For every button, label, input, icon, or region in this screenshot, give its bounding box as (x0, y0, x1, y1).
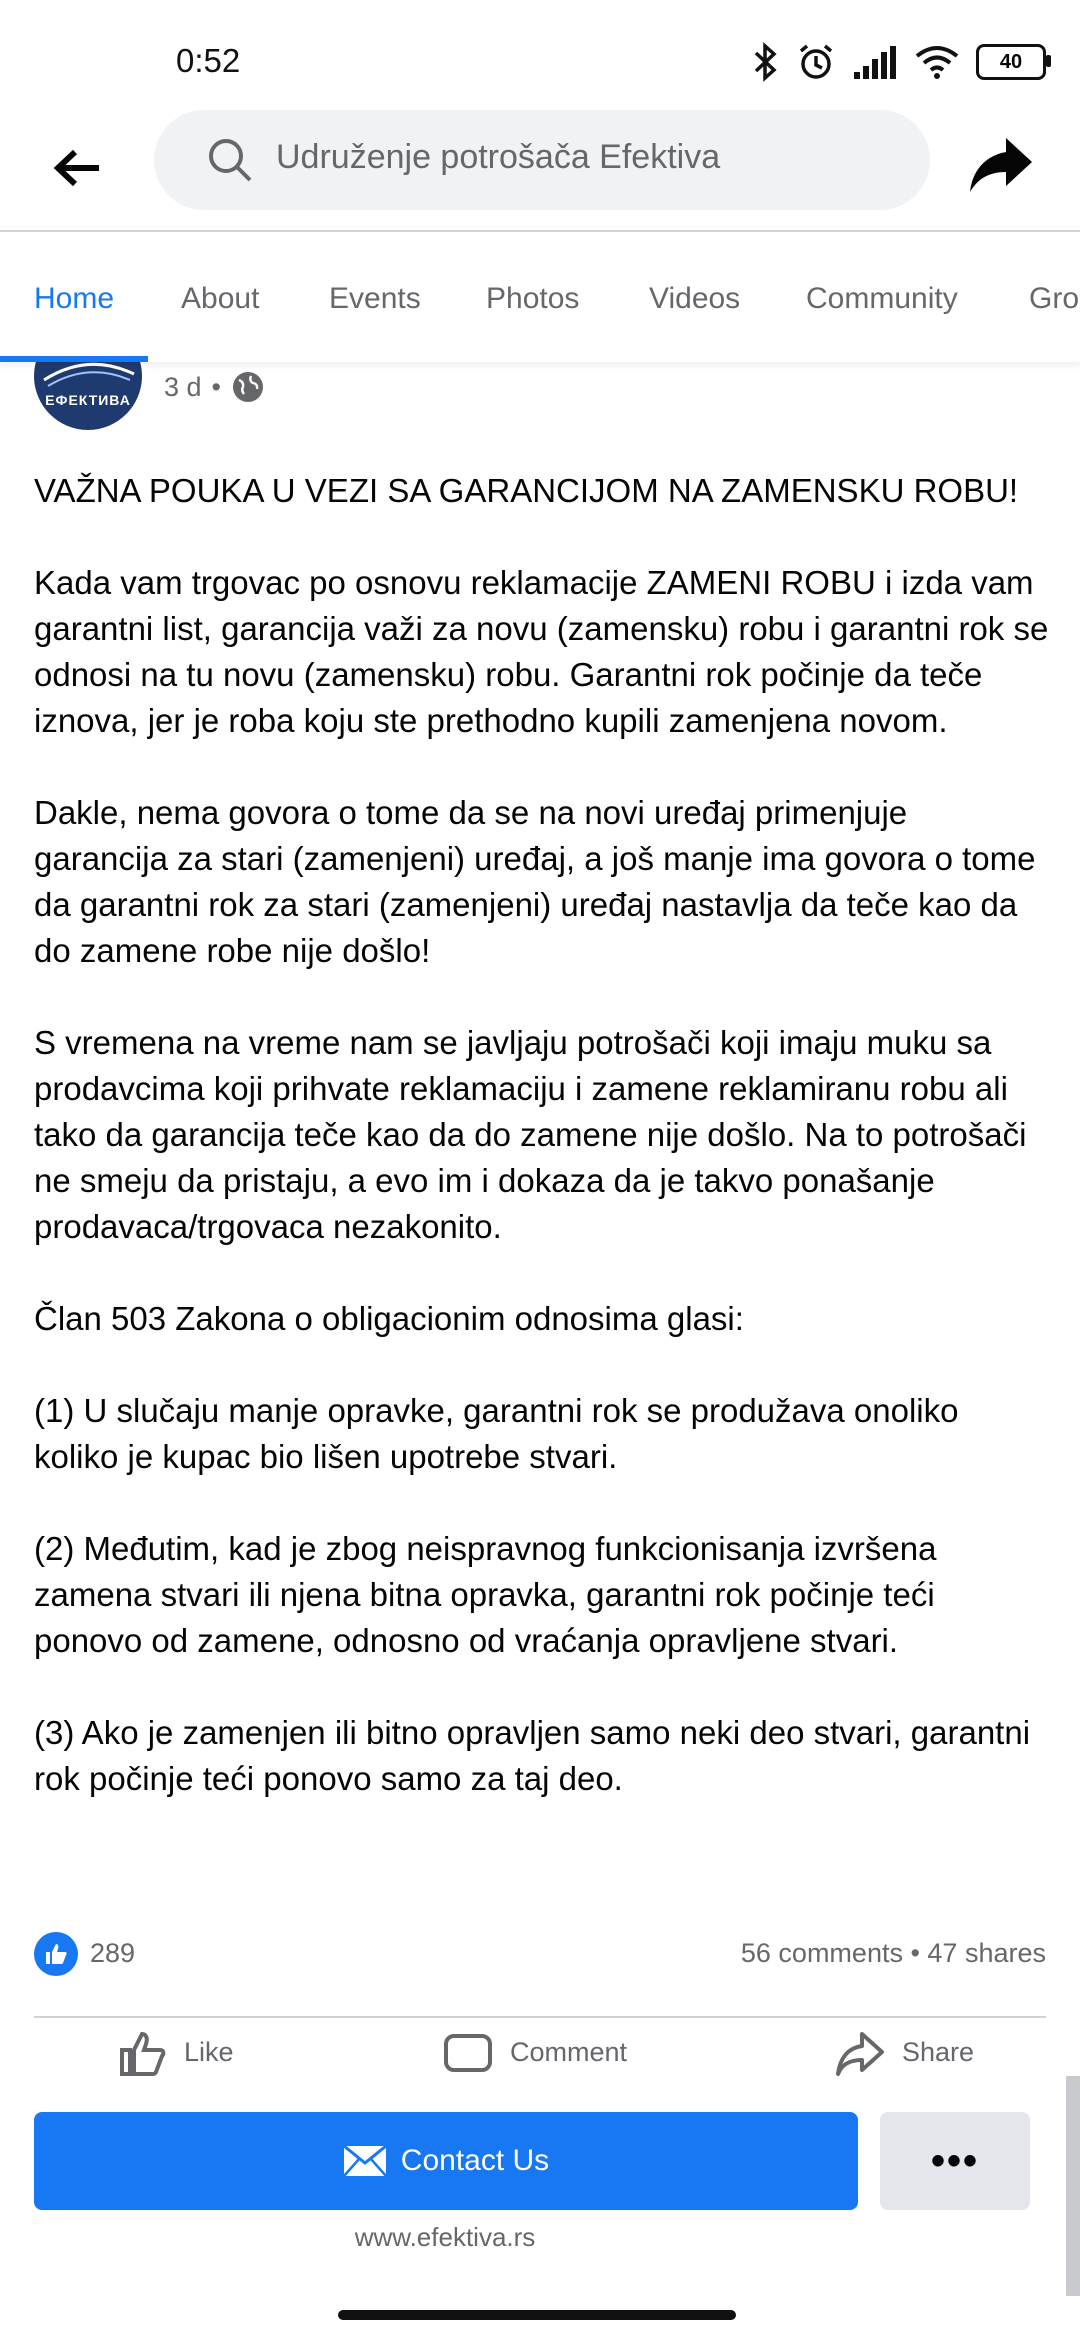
contact-us-label: Contact Us (400, 2144, 550, 2177)
post-meta (164, 370, 265, 404)
post-paragraph: S vremena na vreme nam se javljaju potrošači koji imaju muku sa prodavcima koji prihvate reklamaciju i zamene reklamiranu robu ali tako da garancija teče kao da do zamene nije došlo. Na to potrošači ne smeju da pristaju, a evo im i dokaza da je takvo ponašanje prodavaca/trgovaca nezakonito. (34, 1024, 1027, 1245)
post-paragraph: Dakle, nema govora o tome da se na novi uređaj primenjuje garancija za stari (zamenjeni) uređaj, a još manje ima govora o tome da garantni rok za stari (zamenjeni) uređaj nastavlja da teče kao da do zamene robe nije došlo! (34, 794, 1036, 969)
status-bar (0, 0, 1080, 110)
tab-videos[interactable]: Videos (649, 282, 741, 315)
status-icons (752, 38, 1046, 86)
back-arrow-icon (53, 148, 103, 188)
like-reaction-icon[interactable] (34, 1932, 78, 1976)
battery-level: 40 (999, 50, 1023, 73)
share-label: Share (902, 2036, 975, 2067)
alarm-icon (796, 42, 836, 82)
post-time[interactable]: 3 d (164, 371, 202, 402)
status-time: 0:52 (176, 42, 241, 79)
post-paragraph: Član 503 Zakona o obligacionim odnosima glasi: (34, 1300, 744, 1337)
home-indicator[interactable] (338, 2310, 736, 2320)
share-button[interactable] (834, 2026, 974, 2076)
tab-photos[interactable]: Photos (486, 282, 580, 315)
tab-community[interactable]: Community (806, 282, 958, 315)
more-options-button[interactable] (880, 2112, 1030, 2210)
post-paragraph: VAŽNA POUKA U VEZI SA GARANCIJOM NA ZAMENSKU ROBU! (34, 472, 1019, 509)
thumbs-up-icon (43, 1941, 69, 1967)
post-paragraph: Kada vam trgovac po osnovu reklamacije ZAMENI ROBU i izda vam garantni list, garancija važi za novu (zamensku) robu i garantni rok se odnosi na tu novu (zamensku) robu. Garantni rok počinje da teče iznova, jer je roba koju ste prethodno kupili zamenjena novom. (34, 564, 1049, 739)
thumbs-up-outline-icon (116, 2026, 168, 2076)
meta-separator: • (211, 371, 221, 402)
top-header (0, 110, 1080, 232)
comments-shares-count[interactable]: 56 comments • 47 shares (740, 1938, 1046, 1968)
globe-icon (231, 370, 265, 404)
scrollbar[interactable] (1066, 2076, 1080, 2296)
envelope-icon (343, 2145, 387, 2177)
post-paragraph: (1) U slučaju manje opravke, garantni rok se produžava onoliko koliko je kupac bio lišen upotrebe stvari. (34, 1392, 959, 1475)
search-input[interactable] (154, 110, 930, 210)
tab-groups[interactable]: Gro (1029, 282, 1080, 315)
comment-label: Comment (510, 2036, 628, 2067)
share-arrow-icon (966, 128, 1038, 200)
signal-icon (852, 44, 898, 80)
search-text: Udruženje potrošača Efektiva (276, 138, 721, 176)
tab-about[interactable]: About (181, 282, 260, 315)
tab-home[interactable]: Home (34, 282, 115, 315)
post-paragraph: (3) Ako je zamenjen ili bitno opravljen samo neki deo stvari, garantni rok počinje teći ponovo samo za taj deo. (34, 1714, 1031, 1797)
avatar-label: ЕФЕКТИВА (45, 392, 131, 408)
like-count[interactable]: 289 (90, 1938, 136, 1968)
wifi-icon (914, 44, 960, 80)
contact-us-button[interactable] (34, 2112, 858, 2210)
active-tab-indicator (0, 356, 148, 362)
website-link[interactable]: www.efektiva.rs (354, 2222, 536, 2252)
search-icon (206, 136, 254, 184)
back-button[interactable] (46, 136, 110, 200)
like-label: Like (184, 2036, 234, 2067)
reactions-row (34, 1930, 1046, 1978)
post-paragraph: (2) Međutim, kad je zbog neispravnog funkcionisanja izvršena zamena stvari ili njena bitna opravka, garantni rok počinje teći ponovo od zamene, odnosno od vraćanja opravljene stvari. (34, 1530, 937, 1659)
post-text (34, 468, 1050, 1848)
comment-bubble-icon (442, 2026, 494, 2076)
like-button[interactable] (116, 2026, 234, 2076)
page-tabs (0, 232, 1080, 362)
post-actions (0, 2018, 1080, 2076)
more-dots-icon: ••• (930, 2139, 979, 2183)
comment-button[interactable] (442, 2026, 627, 2076)
tab-events[interactable]: Events (329, 282, 421, 315)
bluetooth-icon (752, 42, 780, 82)
battery-icon (976, 44, 1046, 80)
share-outline-icon (834, 2026, 886, 2076)
share-page-button[interactable] (966, 128, 1038, 200)
